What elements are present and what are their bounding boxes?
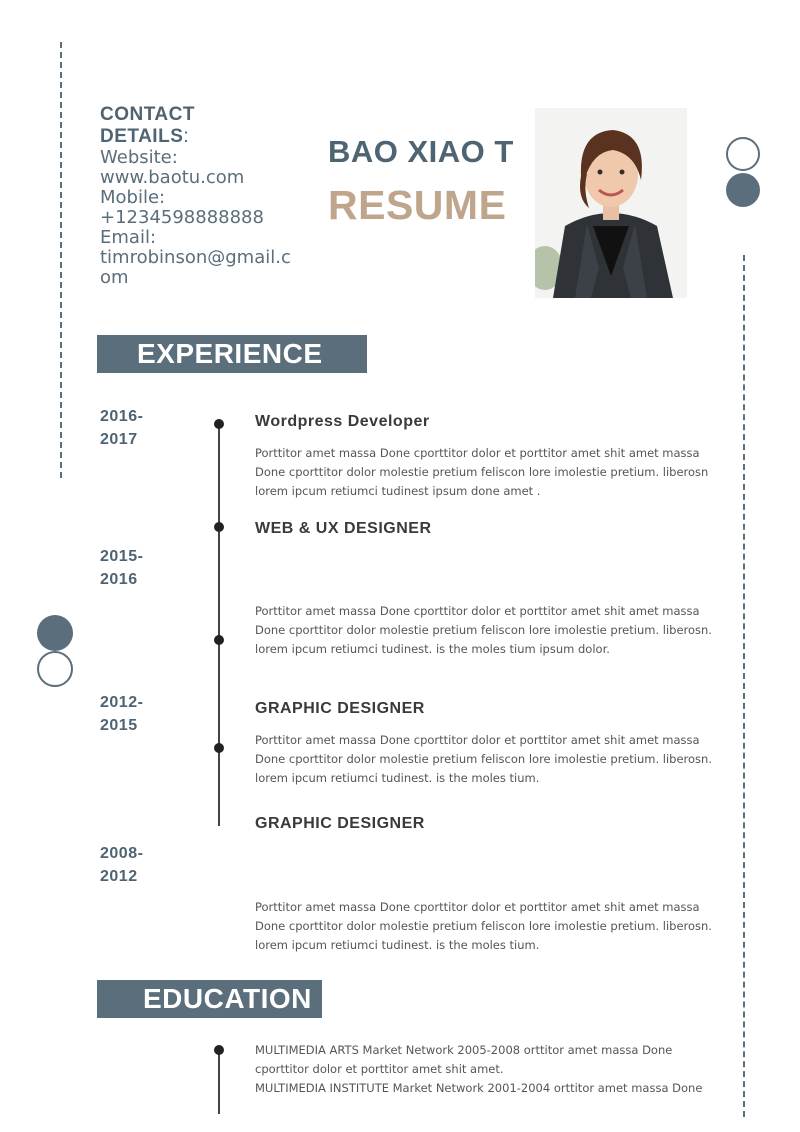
profile-photo <box>535 108 687 298</box>
email-label: Email: <box>100 227 157 248</box>
email-value[interactable]: timrobinson@gmail.com <box>100 247 291 288</box>
education-entries <box>255 1041 715 1098</box>
experience-years: 2015- 2016 <box>100 548 144 588</box>
timeline-dot <box>214 743 224 753</box>
resume-title: RESUME <box>328 182 507 228</box>
experience-description: Porttitor amet massa Done cporttitor dolor et porttitor amet shit amet massa Done cporttitor dolor molestie pretium feliscon lore imolestie pretium. liberosn. lorem ipcum retiumci tudinest. is the moles tium. <box>255 900 712 952</box>
left-dashed-line <box>60 42 62 478</box>
decorative-circle-filled-right <box>726 173 760 207</box>
mobile-value: +1234598888888 <box>100 207 264 228</box>
contact-title-colon: : <box>183 126 190 147</box>
contact-details <box>100 104 300 288</box>
experience-description: Porttitor amet massa Done cporttitor dolor et porttitor amet shit amet massa Done cporttitor dolor molestie pretium feliscon lore imolestie pretium. liberosn. lorem ipcum retiumci tudinest. is the moles tium. <box>255 733 712 785</box>
education-timeline <box>218 1050 220 1114</box>
right-dashed-line <box>743 255 745 1117</box>
experience-years: 2016- 2017 <box>100 408 144 448</box>
person-name: BAO XIAO T <box>328 134 514 169</box>
decorative-circle-filled-left <box>37 615 73 651</box>
decorative-circle-outline-right <box>726 137 760 171</box>
contact-title-line1: CONTACT <box>100 104 195 125</box>
profile-photo-illustration <box>535 108 687 298</box>
timeline-dot <box>214 1045 224 1055</box>
education-heading <box>97 980 322 1018</box>
website-label: Website: <box>100 147 178 168</box>
experience-title: Wordpress Developer <box>255 413 430 430</box>
experience-heading-text: EXPERIENCE <box>137 338 323 369</box>
timeline-dot <box>214 635 224 645</box>
contact-title <box>100 104 300 148</box>
education-heading-text: EDUCATION <box>143 983 312 1014</box>
decorative-circle-outline-left <box>37 651 73 687</box>
website-value[interactable]: www.baotu.com <box>100 167 245 188</box>
experience-timeline <box>218 424 220 826</box>
timeline-dot <box>214 419 224 429</box>
education-entry: MULTIMEDIA INSTITUTE Market Network 2001-2004 orttitor amet massa Done <box>255 1081 703 1095</box>
contact-title-line2: DETAILS <box>100 126 184 147</box>
timeline-dot <box>214 522 224 532</box>
experience-title: GRAPHIC DESIGNER <box>255 700 425 717</box>
experience-title: WEB & UX DESIGNER <box>255 520 432 537</box>
education-entry: MULTIMEDIA ARTS Market Network 2005-2008 orttitor amet massa Done cporttitor dolor et porttitor amet shit amet. <box>255 1043 673 1076</box>
experience-years: 2012- 2015 <box>100 694 144 734</box>
experience-description: Porttitor amet massa Done cporttitor dolor et porttitor amet shit amet massa Done cporttitor dolor molestie pretium feliscon lore imolestie pretium. liberosn. lorem ipcum retiumci tudinest. is the moles tium ipsum dolor. <box>255 604 712 656</box>
mobile-label: Mobile: <box>100 187 166 208</box>
experience-heading <box>97 335 367 373</box>
experience-description: Porttitor amet massa Done cporttitor dolor et porttitor amet shit amet massa Done cporttitor dolor molestie pretium feliscon lore imolestie pretium. liberosn lorem ipcum retiumci tudinest ipsum done amet . <box>255 446 709 498</box>
experience-title: GRAPHIC DESIGNER <box>255 815 425 832</box>
experience-years: 2008- 2012 <box>100 845 144 885</box>
